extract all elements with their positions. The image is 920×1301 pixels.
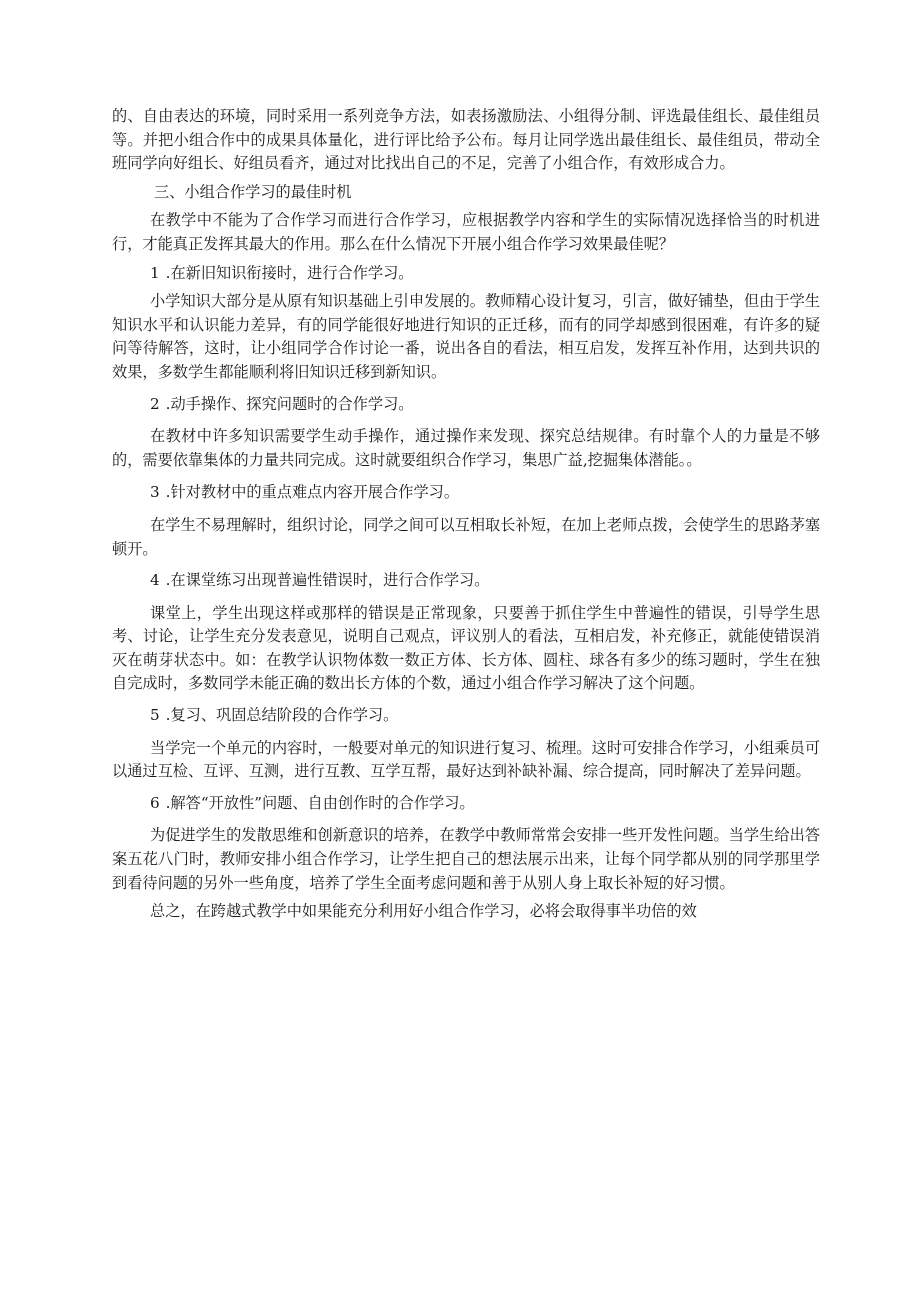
item-2-body: 在教材中许多知识需要学生动手操作，通过操作来发现、探究总结规律。有时靠个人的力量是不够的，需要依靠集体的力量共同完成。这时就要组织合作学习，集思广益,挖掘集体潜能。。 — [112, 427, 820, 469]
item-6-title — [112, 792, 820, 816]
item-3-title — [112, 481, 820, 505]
item-number: 2 — [150, 394, 160, 413]
item-1-title — [112, 262, 820, 286]
item-number: 6 — [150, 793, 160, 812]
item-number: 3 — [150, 483, 160, 502]
item-title-text: .复习、巩固总结阶段的合作学习。 — [165, 706, 399, 725]
item-title-text: .在新旧知识衔接时，进行合作学习。 — [165, 263, 414, 282]
item-3-body: 在学生不易理解时，组织讨论，同学之间可以互相取长补短，在加上老师点拨，会使学生的思路茅塞顿开。 — [112, 515, 820, 558]
item-number: 5 — [150, 706, 160, 725]
item-5-title — [112, 704, 820, 728]
item-4-body: 课堂上，学生出现这样或那样的错误是正常现象，只要善于抓住学生中普遍性的错误，引导学生思考、讨论，让学生充分发表意见，说明自己观点，评议别人的看法，互相启发，补充修正，就能使错误消灭在萌芽状态中。如：在教学认识物体数一数正方体、长方体、圆柱、球各有多少的练习题时，学生在独自完成时，多数同学未能正确的数出长方体的个数，通过小组合作学习解决了这个问题。 — [112, 603, 820, 693]
intro-paragraph: 在教学中不能为了合作学习而进行合作学习，应根据教学内容和学生的实际情况选择恰当的时机进行，才能真正发挥其最大的作用。那么在什么情况下开展小组合作学习效果最佳呢？ — [112, 211, 820, 253]
continued-paragraph: 的、自由表达的环境，同时采用一系列竞争方法，如表扬激励法、小组得分制、评选最佳组长、最佳组员等。并把小组合作中的成果具体量化，进行评比给予公布。每月让同学选出最佳组长、最佳组员，带动全班同学向好组长、好组员看齐，通过对比找出自己的不足，完善了小组合作，有效形成合力。 — [112, 107, 820, 173]
item-6-body: 为促进学生的发散思维和创新意识的培养，在教学中教师常常会安排一些开发性问题。当学生给出答案五花八门时，教师安排小组合作学习，让学生把自己的想法展示出来，让每个同学都从别的同学那里学到看待问题的另外一些角度，培养了学生全面考虑问题和善于从别人身上取长补短的好习惯。 — [112, 826, 820, 892]
item-title-text: .解答“开放性”问题、自由创作时的合作学习。 — [165, 793, 475, 812]
item-4-title — [112, 569, 820, 593]
item-title-text: .动手操作、探究问题时的合作学习。 — [165, 394, 414, 413]
conclusion-paragraph: 总之，在跨越式教学中如果能充分利用好小组合作学习，必将会取得事半功倍的效 — [150, 902, 697, 921]
section-heading: 三、小组合作学习的最佳时机 — [154, 182, 352, 201]
item-title-text: .针对教材中的重点难点内容开展合作学习。 — [165, 483, 460, 502]
item-1-body: 小学知识大部分是从原有知识基础上引申发展的。教师精心设计复习，引言，做好铺垫，但由于学生知识水平和认识能力差异，有的同学能很好地进行知识的正迁移，而有的同学却感到很困难，有许多的疑问等待解答，这时，让小组同学合作讨论一番，说出各自的看法，相互启发，发挥互补作用，达到共识的效果，多数学生都能顺利将旧知识迁移到新知识。 — [112, 292, 820, 381]
document-page — [112, 105, 820, 924]
item-number: 1 — [150, 263, 160, 282]
item-5-body: 当学完一个单元的内容时，一般要对单元的知识进行复习、梳理。这时可安排合作学习，小组乘员可以通过互检、互评、互测，进行互教、互学互帮，最好达到补缺补漏、综合提高，同时解决了差异问题。 — [112, 738, 820, 781]
item-number: 4 — [150, 571, 160, 590]
item-2-title — [112, 393, 820, 417]
item-title-text: .在课堂练习出现普遍性错误时，进行合作学习。 — [165, 571, 490, 590]
